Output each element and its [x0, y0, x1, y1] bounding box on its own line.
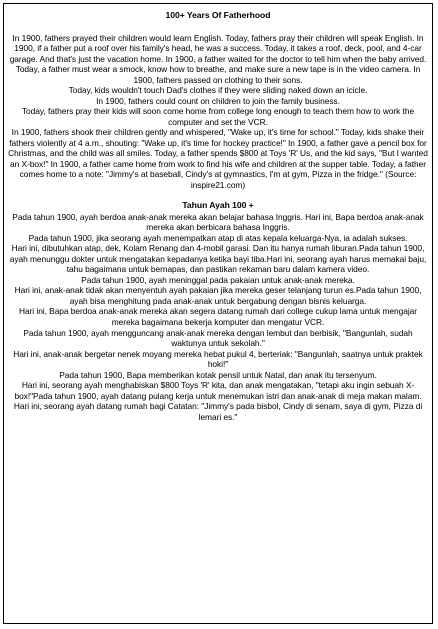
indonesian-paragraph: Hari ini, anak-anak tidak akan menyentuh ayah pakaian jika mereka geser telanjang turun es.Pada tahun 1900, ayah bisa menghitung pada anak-anak untuk bergabung dengan bisnis keluarga.	[14, 285, 422, 306]
english-section	[8, 33, 428, 191]
indonesian-paragraph: Hari ini, seorang ayah menghabiskan $800 Toys 'R' kita, dan anak mengatakan, "tetapi aku ingin sebuah X-box!"Pada tahun 1900, ayah datang pulang kerja untuk menemukan istri dan anak-anak di meja makan malam.	[14, 380, 422, 401]
document-body	[8, 6, 428, 422]
indonesian-paragraph: Pada tahun 1900, jika seorang ayah menempatkan atap di atas kepala keluarga-Nya, ia adalah sukses.	[28, 232, 408, 243]
english-paragraph: Today, a father must wear a smock, know how to breathe, and make sure a new tape is in the video camera. In 1900, fathers passed on clothing to their sons.	[15, 64, 421, 85]
english-paragraph: Today, kids wouldn't touch Dad's clothes if they were sliding naked down an icicle.	[68, 85, 368, 95]
indonesian-paragraph: Pada tahun 1900, ayah mengguncang anak-anak mereka dengan lembut dan berbisik, "Bangunlah, sudah waktunya untuk sekolah."	[23, 327, 413, 349]
english-paragraph: In 1900, fathers prayed their children would learn English. Today, fathers pray their children will speak English. In 1900, if a father put a roof over his family's head, he was a success. Today, it takes a roof, deck, pool, and 4-car garage. And that's just the vacation home. In 1900, a father waited for the doctor to tell him when the baby arrived.	[9, 32, 427, 64]
english-paragraph: In 1900, fathers could count on children to join the family business.	[96, 95, 340, 106]
indonesian-paragraph: Pada tahun 1900, Bapa memberikan kotak pensil untuk Natal, dan anak itu tersenyum.	[59, 369, 377, 380]
indonesian-title: Tahun Ayah 100 +	[182, 200, 254, 210]
english-paragraph: In 1900, fathers shook their children gently and whispered, "Wake up, it's time for school." Today, kids shake their fathers violently at 4 a.m., shouting: "Wake up, it's time for hockey practice!" In 1900, a father gave a pencil box for Christmas, and the child was all smiles. Today, a father spends $800 at Toys 'R' Us, and the kid says, "But I wanted an X-box!" In 1900, a father came home from work to find his wife and children at the supper table. Today, a father comes home to a note: "Jimmy's at baseball, Cindy's at gymnastics, I'm at gym, Pizza in the fridge." (Source: inspire21.com)	[8, 127, 428, 190]
indonesian-section	[8, 212, 428, 423]
indonesian-paragraph: Pada tahun 1900, ayah berdoa anak-anak mereka akan belajar bahasa Inggris. Hari ini, Bapa berdoa anak-anak mereka akan berbicara bahasa Inggris.	[12, 211, 424, 233]
indonesian-paragraph: Hari ini, Bapa berdoa anak-anak mereka akan segera datang rumah dari college cukup lama untuk mengajar mereka bagaimana bekerja komputer dan mengatur VCR.	[18, 306, 418, 327]
indonesian-paragraph: Pada tahun 1900, ayah meninggal pada pakaian untuk anak-anak mereka.	[81, 274, 355, 285]
indonesian-paragraph: Hari ini, anak-anak bergetar nenek moyang mereka hebat pukul 4, berteriak: "Bangunlah, saatnya untuk praktek hoki!"	[13, 348, 423, 370]
english-paragraph: Today, fathers pray their kids will soon come home from college long enough to teach them how to work the computer and set the VCR.	[21, 106, 415, 127]
indonesian-paragraph: Hari ini, dibutuhkan atap, dek, Kolam Renang dan 4-mobil garasi. Dan itu hanya rumah liburan.Pada tahun 1900, ayah menunggu dokter untuk mengatakan kepadanya ketika bayi tiba.Hari ini, seorang ayah harus memakai baju, tahu bagaimana untuk bernapas, dan pastikan rekaman baru dalam kamera video.	[9, 243, 427, 275]
english-title: 100+ Years Of Fatherhood	[165, 10, 271, 20]
indonesian-paragraph: Hari ini, seorang ayah datang rumah bagi Catatan: "Jimmy's pada bisbol, Cindy di senam, saya di gym, Pizza di lemari es."	[13, 401, 423, 422]
